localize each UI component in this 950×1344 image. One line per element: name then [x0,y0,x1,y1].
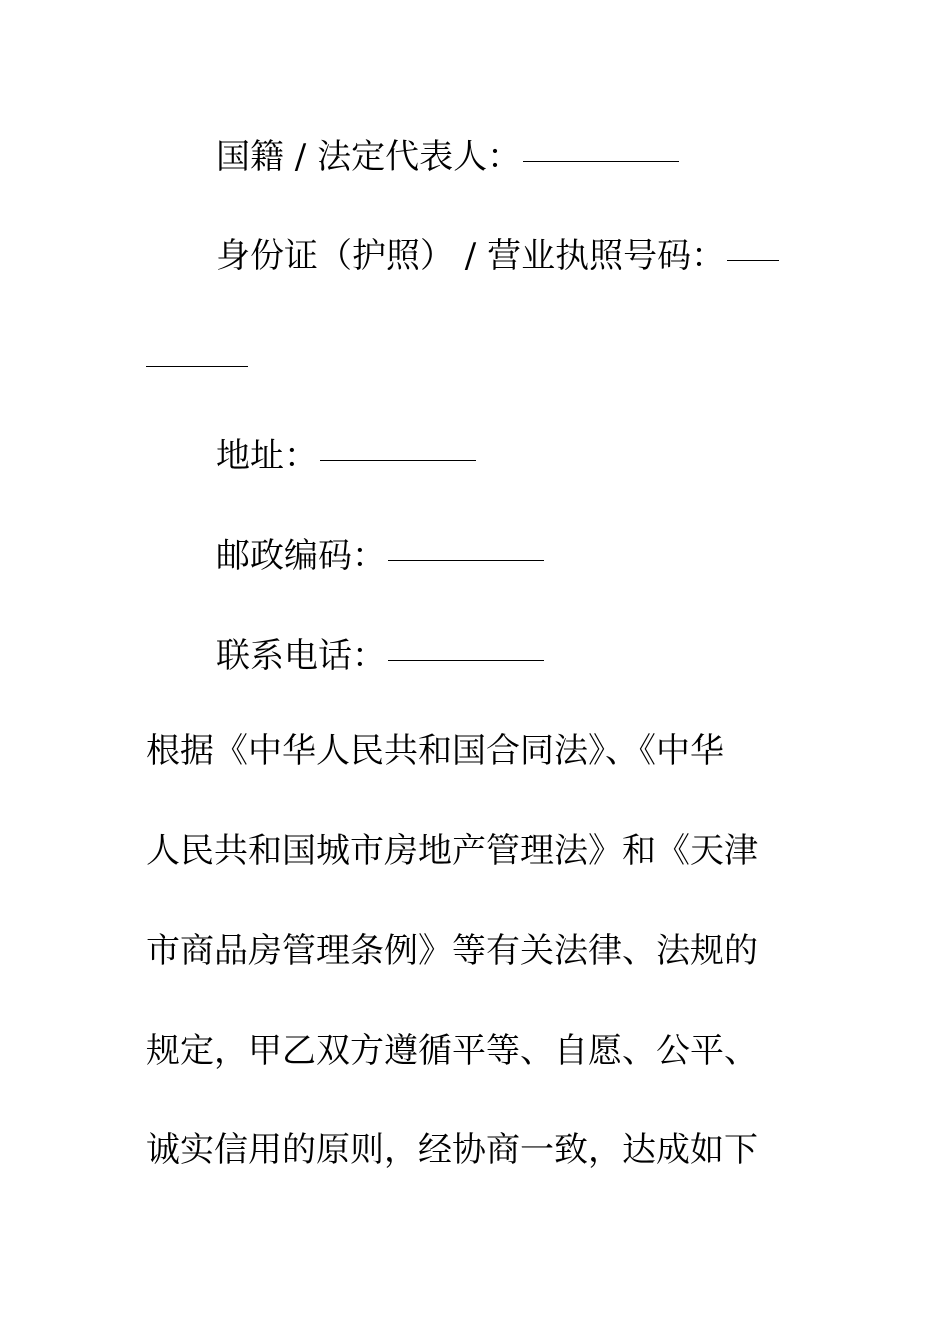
paragraph-line: 诚实信用的原则，经协商一致，达成如下 [146,1130,758,1170]
field-address-blank[interactable] [320,426,476,461]
field-nationality [216,133,679,177]
field-nationality-label: 国籍 / 法定代表人： [216,137,522,177]
paragraph-line: 规定，甲乙双方遵循平等、自愿、公平、 [146,1031,758,1071]
field-id-number-blank-continued[interactable] [146,366,248,367]
field-postal-code-blank[interactable] [388,526,544,561]
field-id-number-blank[interactable] [727,226,779,261]
paragraph-line: 市商品房管理条例》等有关法律、法规的 [146,931,758,971]
field-phone [216,632,544,676]
field-postal-code [216,532,544,576]
field-address-label: 地址： [216,436,318,476]
field-nationality-blank[interactable] [523,127,679,162]
field-phone-label: 联系电话： [216,636,386,676]
field-postal-code-label: 邮政编码： [216,536,386,576]
field-id-number [216,232,779,276]
paragraph-line: 人民共和国城市房地产管理法》和《天津 [146,831,758,871]
field-id-number-label: 身份证（护照） / 营业执照号码： [216,236,726,276]
field-phone-blank[interactable] [388,626,544,661]
field-address [216,432,476,476]
paragraph-line: 根据《中华人民共和国合同法》、《中华 [146,731,724,771]
